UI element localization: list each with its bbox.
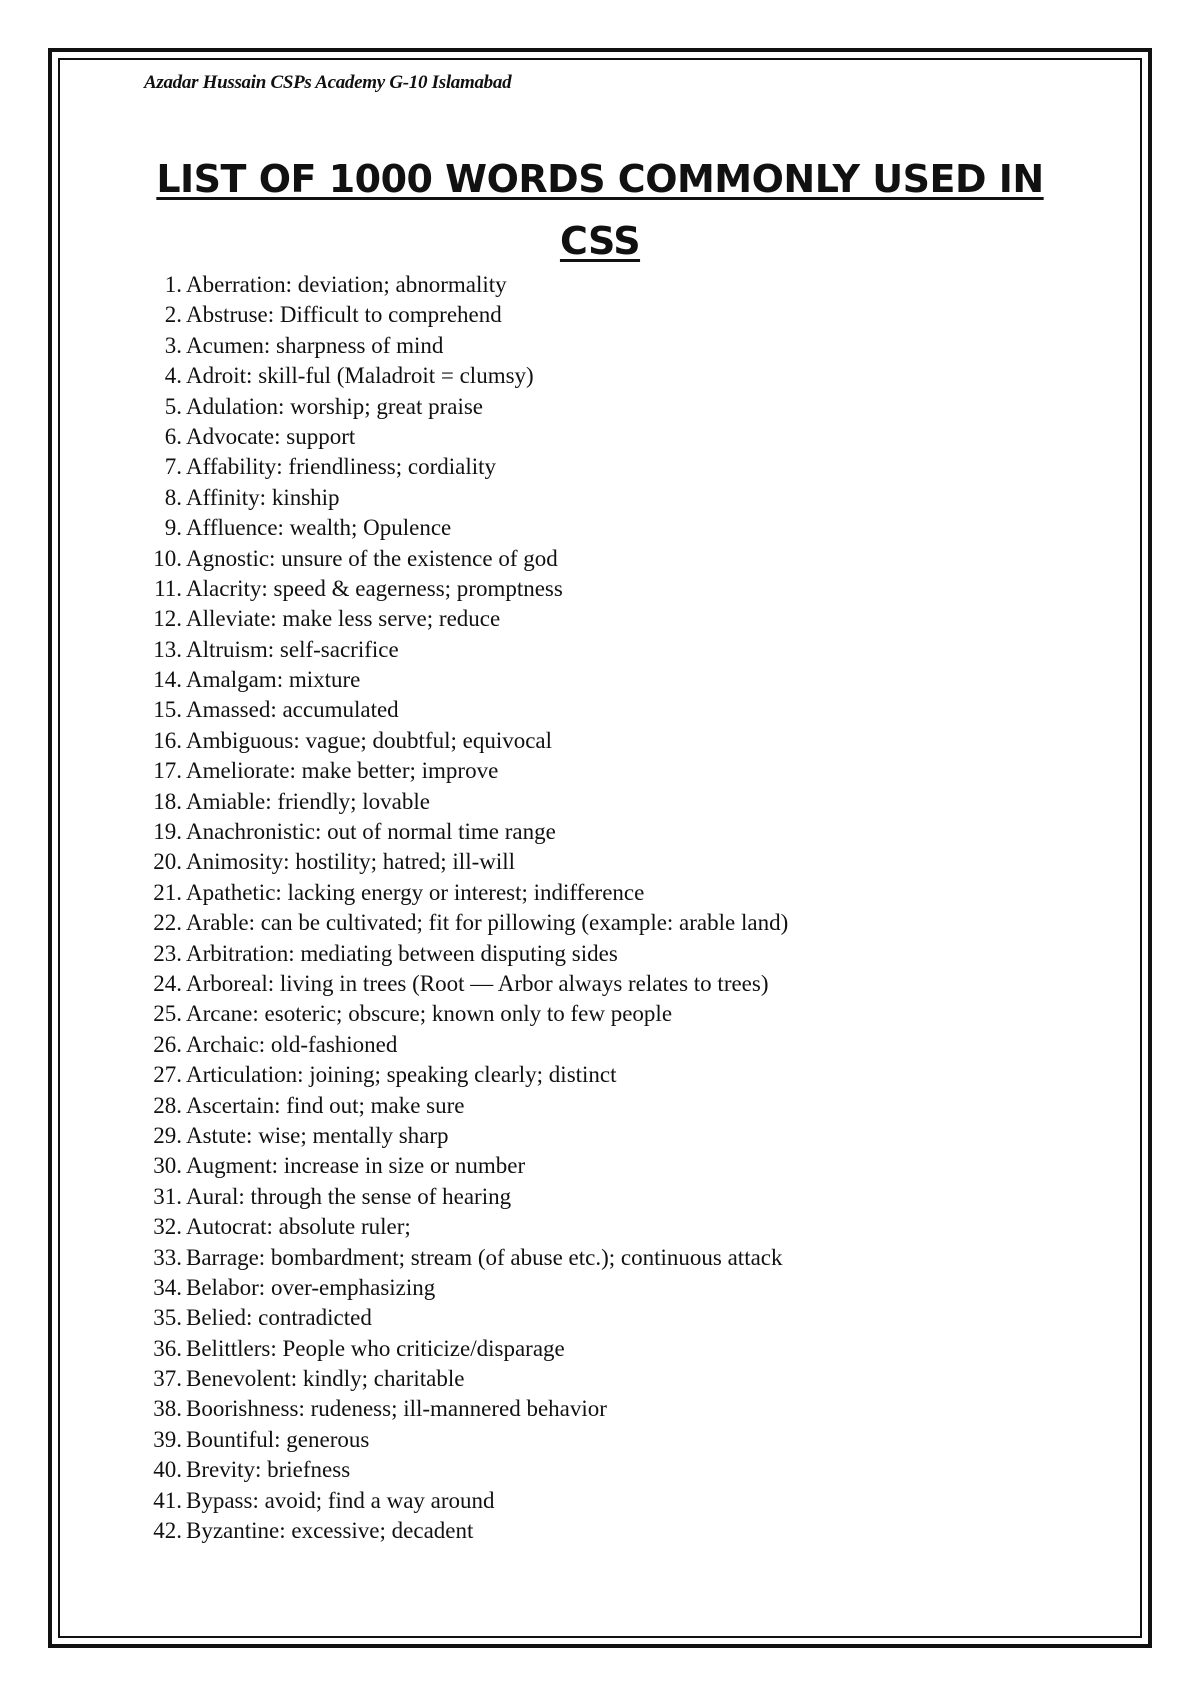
list-item <box>140 665 788 695</box>
list-item <box>140 1516 788 1546</box>
list-item-number: 32. <box>153 1214 182 1240</box>
list-item-definition: Belied: contradicted <box>186 1305 372 1331</box>
list-item-number: 5. <box>164 393 182 419</box>
list-item <box>140 1091 788 1121</box>
list-item-number: 16. <box>153 727 182 753</box>
list-item-definition: Abstruse: Difficult to comprehend <box>186 302 502 328</box>
list-item <box>140 635 788 665</box>
list-item-number: 8. <box>164 484 182 510</box>
list-item <box>140 1182 788 1212</box>
list-item-definition: Alacrity: speed & eagerness; promptness <box>186 575 563 601</box>
list-item <box>140 1364 788 1394</box>
list-item <box>140 847 788 877</box>
list-item-number: 36. <box>153 1335 182 1361</box>
list-item-number: 27. <box>153 1062 182 1088</box>
list-item <box>140 878 788 908</box>
list-item-definition: Adulation: worship; great praise <box>186 393 484 419</box>
list-item-definition: Bountiful: generous <box>186 1426 370 1452</box>
list-item <box>140 1303 788 1333</box>
list-item <box>140 1030 788 1060</box>
list-item-number: 3. <box>164 332 182 358</box>
list-item-number: 2. <box>164 302 182 328</box>
list-item-definition: Arcane: esoteric; obscure; known only to few people <box>186 1001 673 1027</box>
list-item-definition: Affinity: kinship <box>186 484 340 510</box>
list-item-definition: Affability: friendliness; cordiality <box>186 454 497 480</box>
header-note: Azadar Hussain CSPs Academy G-10 Islamabad <box>144 72 512 93</box>
list-item-definition: Ameliorate: make better; improve <box>186 758 499 784</box>
list-item-definition: Alleviate: make less serve; reduce <box>186 606 501 632</box>
list-item-number: 19. <box>153 819 182 845</box>
list-item <box>140 452 788 482</box>
list-item <box>140 1243 788 1273</box>
list-item-number: 33. <box>153 1244 182 1270</box>
list-item <box>140 513 788 543</box>
list-item-definition: Acumen: sharpness of mind <box>186 332 444 358</box>
list-item <box>140 817 788 847</box>
list-item-number: 17. <box>153 758 182 784</box>
list-item <box>140 270 788 300</box>
list-item-definition: Amassed: accumulated <box>186 697 399 723</box>
list-item-definition: Arable: can be cultivated; fit for pillowing (example: arable land) <box>186 910 789 936</box>
list-item-definition: Barrage: bombardment; stream (of abuse etc.); continuous attack <box>186 1244 783 1270</box>
list-item-number: 38. <box>153 1396 182 1422</box>
list-item-number: 22. <box>153 910 182 936</box>
word-list <box>140 270 788 1546</box>
list-item <box>140 331 788 361</box>
list-item-number: 30. <box>153 1153 182 1179</box>
list-item-definition: Arboreal: living in trees (Root — Arbor always relates to trees) <box>186 970 769 996</box>
list-item-number: 6. <box>164 423 182 449</box>
list-item-number: 23. <box>153 940 182 966</box>
list-item-number: 4. <box>164 363 182 389</box>
list-item-definition: Aberration: deviation; abnormality <box>186 272 507 297</box>
list-item-number: 40. <box>153 1457 182 1483</box>
list-item <box>140 483 788 513</box>
list-item <box>140 787 788 817</box>
list-item-number: 9. <box>164 515 182 541</box>
list-item-number: 14. <box>153 667 182 693</box>
list-item <box>140 1212 788 1242</box>
list-item-definition: Autocrat: absolute ruler; <box>186 1214 411 1240</box>
list-item <box>140 574 788 604</box>
list-item-definition: Aural: through the sense of hearing <box>186 1183 512 1209</box>
list-item-definition: Arbitration: mediating between disputing sides <box>186 940 618 966</box>
list-item-number: 1. <box>164 272 182 297</box>
list-item <box>140 1151 788 1181</box>
list-item-definition: Archaic: old-fashioned <box>186 1031 398 1057</box>
list-item <box>140 544 788 574</box>
list-item <box>140 999 788 1029</box>
list-item-definition: Benevolent: kindly; charitable <box>186 1366 465 1392</box>
list-item-number: 34. <box>153 1274 182 1300</box>
list-item <box>140 1334 788 1364</box>
list-item-number: 25. <box>153 1001 182 1027</box>
list-item <box>140 969 788 999</box>
list-item <box>140 1121 788 1151</box>
list-item-number: 26. <box>153 1031 182 1057</box>
list-item-definition: Amalgam: mixture <box>186 667 361 693</box>
list-item <box>140 392 788 422</box>
list-item-definition: Affluence: wealth; Opulence <box>186 515 452 541</box>
list-item-definition: Agnostic: unsure of the existence of god <box>186 545 558 571</box>
list-item-number: 13. <box>153 636 182 662</box>
list-item-number: 7. <box>164 454 182 480</box>
list-item <box>140 1273 788 1303</box>
list-item <box>140 1486 788 1516</box>
list-item-definition: Amiable: friendly; lovable <box>186 788 430 814</box>
list-item-definition: Brevity: briefness <box>186 1457 351 1483</box>
list-item-definition: Adroit: skill-ful (Maladroit = clumsy) <box>186 363 534 389</box>
list-item-number: 18. <box>153 788 182 814</box>
list-item <box>140 756 788 786</box>
list-item-definition: Boorishness: rudeness; ill-mannered behavior <box>186 1396 607 1422</box>
list-item-definition: Augment: increase in size or number <box>186 1153 526 1179</box>
list-item-number: 39. <box>153 1426 182 1452</box>
list-item-number: 15. <box>153 697 182 723</box>
list-item <box>140 695 788 725</box>
list-item-definition: Ascertain: find out; make sure <box>186 1092 465 1118</box>
list-item <box>140 1394 788 1424</box>
list-item <box>140 422 788 452</box>
list-item-number: 35. <box>153 1305 182 1331</box>
list-item <box>140 726 788 756</box>
list-item-definition: Animosity: hostility; hatred; ill-will <box>186 849 516 875</box>
list-item <box>140 1060 788 1090</box>
list-item <box>140 1455 788 1485</box>
list-item-definition: Byzantine: excessive; decadent <box>186 1518 474 1544</box>
list-item-definition: Articulation: joining; speaking clearly; distinct <box>186 1062 617 1088</box>
list-item <box>140 939 788 969</box>
list-item <box>140 604 788 634</box>
list-item-definition: Belabor: over-emphasizing <box>186 1274 436 1300</box>
list-item <box>140 361 788 391</box>
list-item-number: 12. <box>153 606 182 632</box>
list-item-number: 37. <box>153 1366 182 1392</box>
list-item-definition: Altruism: self-sacrifice <box>186 636 399 662</box>
list-item-number: 28. <box>153 1092 182 1118</box>
list-item-definition: Belittlers: People who criticize/disparage <box>186 1335 565 1361</box>
list-item-definition: Advocate: support <box>186 423 356 449</box>
list-item-number: 31. <box>153 1183 182 1209</box>
page-title: LIST OF 1000 WORDS COMMONLY USED IN CSS <box>156 157 1044 263</box>
list-item-definition: Astute: wise; mentally sharp <box>186 1122 449 1148</box>
list-item <box>140 300 788 330</box>
list-item-definition: Apathetic: lacking energy or interest; indifference <box>186 879 645 905</box>
list-item-number: 42. <box>153 1518 182 1544</box>
list-item-definition: Bypass: avoid; find a way around <box>186 1487 495 1513</box>
list-item <box>140 908 788 938</box>
list-item-definition: Ambiguous: vague; doubtful; equivocal <box>186 727 553 753</box>
list-item-number: 29. <box>153 1122 182 1148</box>
list-item-number: 20. <box>153 849 182 875</box>
list-item-number: 21. <box>153 879 182 905</box>
list-item-number: 10. <box>153 545 182 571</box>
list-item-number: 41. <box>153 1487 182 1513</box>
list-item-number: 11. <box>154 575 182 601</box>
list-item-definition: Anachronistic: out of normal time range <box>186 819 556 845</box>
list-item-number: 24. <box>153 970 182 996</box>
list-item <box>140 1425 788 1455</box>
